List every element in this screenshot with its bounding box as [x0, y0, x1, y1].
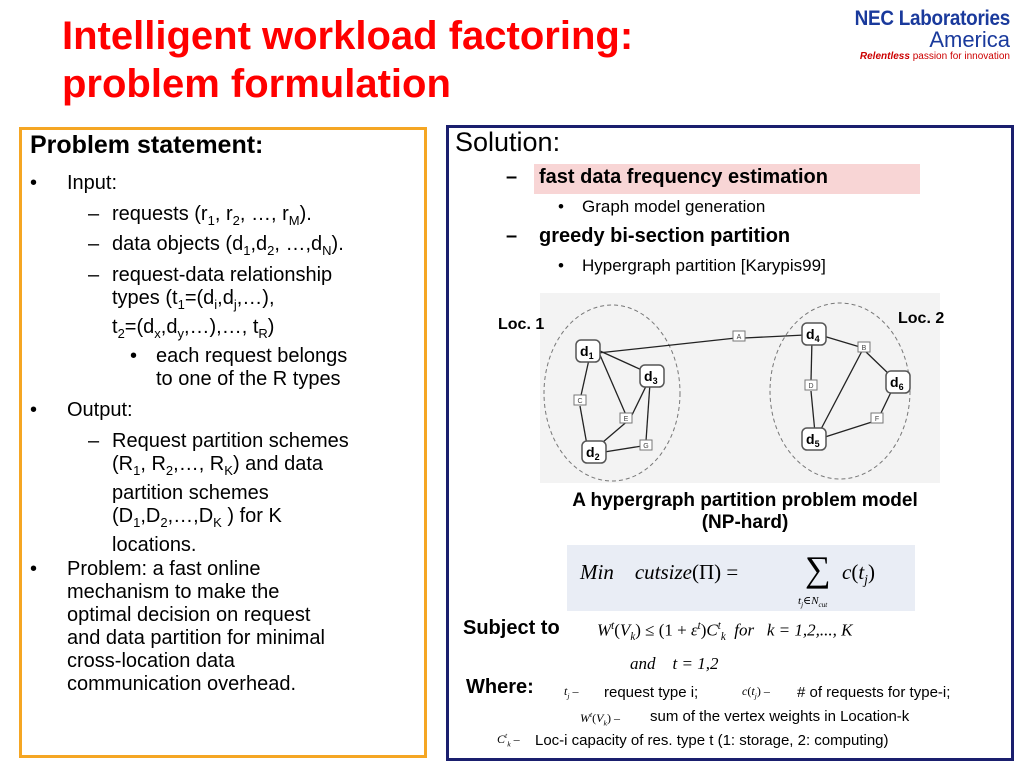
node-C-label: C [577, 398, 583, 405]
subject-to-label: Subject to [463, 617, 560, 639]
formula-cutsize: cutsize [634, 560, 692, 584]
node-d1-label: $d_1$ [580, 343, 594, 361]
sub-bullet-dot: • [558, 197, 564, 216]
symbol-tj: $t_j$ – [564, 684, 579, 701]
caption-line2: (NP-hard) [701, 512, 789, 533]
solution-item-2-sub: Hypergraph partition [Karypis99] [582, 256, 826, 275]
nec-logo [810, 8, 1010, 64]
dash-2: – [88, 233, 100, 255]
node-G-label: G [643, 443, 649, 450]
rel-line2: types ($t_1=(d_i,d_j,\dots)$, [112, 287, 275, 312]
dash-1: – [88, 203, 100, 225]
logo-tagline [810, 50, 1010, 64]
symbol-wt: $W^t(V_k)$ – [580, 710, 620, 728]
dash-s1: – [506, 166, 518, 188]
node-d5-label: $d_5$ [806, 431, 820, 449]
each-line2: to one of the R types [156, 368, 341, 390]
definition-tj: request type i; [604, 684, 699, 701]
formula-k-range: k = 1,2,..., K [766, 620, 853, 640]
out-line4: ($D_1,D_2,\dots,D_K$ ) for K [112, 505, 282, 530]
definition-wt: sum of the vertex weights in Location-k [650, 708, 910, 725]
node-F-label: F [874, 416, 880, 423]
bullet-dot: • [30, 172, 38, 194]
formula-and: and [630, 654, 656, 673]
relationship-item [112, 264, 332, 345]
out-line1: Request partition schemes [112, 430, 349, 452]
prob-line6: communication overhead. [67, 673, 297, 695]
sum-index: $t_j\in N_{cut}$ [798, 595, 828, 610]
bullet-dot: • [30, 399, 38, 421]
tagline-emphasis: Relentless [859, 51, 910, 62]
location-1-label: Loc. 1 [498, 316, 545, 333]
out-line2: ($R_1$, $R_2,\dots$, $R_K$) and data [112, 453, 324, 478]
solution-heading: Solution: [455, 127, 561, 157]
node-A-label: A [736, 334, 742, 341]
constraint-formula-2 [630, 654, 718, 674]
input-label: Input: [67, 172, 118, 194]
sub-bullet-dot: • [558, 256, 564, 275]
node-d3-label: $d_3$ [644, 368, 658, 386]
tagline-rest: passion for innovation [909, 51, 1010, 62]
formula-for: for [734, 620, 755, 640]
rel-line3: $t_2=(d_x,d_y,\dots),\dots$, $t_R$) [112, 316, 275, 341]
node-E-label: E [623, 416, 629, 423]
definition-ck: Loc-i capacity of res. type t (1: storage, 2: computing) [535, 732, 889, 749]
slide-title [62, 12, 822, 108]
where-label: Where: [466, 676, 534, 698]
slide-title-line2: problem formulation [62, 62, 451, 106]
dash-s2: – [506, 225, 518, 247]
out-line4-text: (D [112, 505, 134, 527]
node-B-label: B [861, 345, 867, 352]
out-line2-text: (R [112, 453, 134, 475]
location-2-label: Loc. 2 [898, 310, 945, 327]
formula-min: Min [580, 560, 614, 584]
solution-item-2: greedy bi-section partition [539, 225, 791, 247]
rel-line2-text: types (t [112, 287, 178, 309]
prob-line5: cross-location data [67, 650, 235, 672]
node-d2-label: $d_2$ [586, 444, 600, 462]
definition-ctj: # of requests for type-i; [797, 684, 951, 701]
data-objects-text: data objects (d [112, 233, 244, 255]
sum-symbol: ∑ [805, 549, 831, 589]
requests-item: requests ($r_1$, $r_2$, …, $r_M$). [112, 203, 312, 228]
solution-item-1-sub: Graph model generation [582, 197, 766, 216]
caption-line1: A hypergraph partition problem model [572, 490, 918, 511]
dash-4: – [88, 430, 100, 452]
formula-term: $c(t_j)$ [842, 560, 875, 588]
bullet-dot: • [30, 558, 38, 580]
problem-item [67, 558, 325, 696]
problem-heading: Problem statement: [30, 131, 264, 159]
output-item [112, 430, 349, 557]
each-request-item [156, 345, 347, 391]
out-line5: locations. [112, 534, 197, 556]
symbol-ctj: $c(t_j)$ – [742, 684, 770, 701]
formula-t-range: t = 1,2 [672, 654, 719, 673]
logo-line1: NEC Laboratories [854, 7, 1010, 30]
prob-line3: optimal decision on request [67, 604, 311, 626]
hypergraph-figure [540, 293, 940, 483]
constraint-formula: $W^t(V_k) \le (1 + \varepsilon^t)C^t_k$ for k = 1,2,..., K [597, 620, 853, 644]
prob-line4: and data partition for minimal [67, 627, 325, 649]
node-d6-label: $d_6$ [890, 374, 904, 392]
output-label: Output: [67, 399, 133, 421]
prob-line1: Problem: a fast online [67, 558, 261, 580]
node-d4-label: $d_4$ [806, 326, 820, 344]
data-objects-item: data objects ($d_1,d_2$, $\dots,d_N$). [112, 233, 344, 258]
prob-line2: mechanism to make the [67, 581, 280, 603]
slide-title-line1: Intelligent workload factoring: [62, 14, 634, 58]
node-D-label: D [808, 383, 814, 390]
logo-line2: America [929, 27, 1010, 52]
dash-3: – [88, 264, 100, 286]
rel-line1: request-data relationship [112, 264, 333, 286]
sub-bullet-dot: • [130, 345, 138, 367]
objective-formula: Min cutsize(Π) = [580, 560, 739, 584]
solution-item-1: fast data frequency estimation [539, 166, 828, 188]
each-line1: each request belongs [156, 345, 348, 367]
requests-text: requests (r [112, 203, 208, 225]
out-line3: partition schemes [112, 482, 269, 504]
symbol-ck: $C^t_k$ – [497, 731, 520, 749]
figure-caption [490, 490, 1000, 534]
